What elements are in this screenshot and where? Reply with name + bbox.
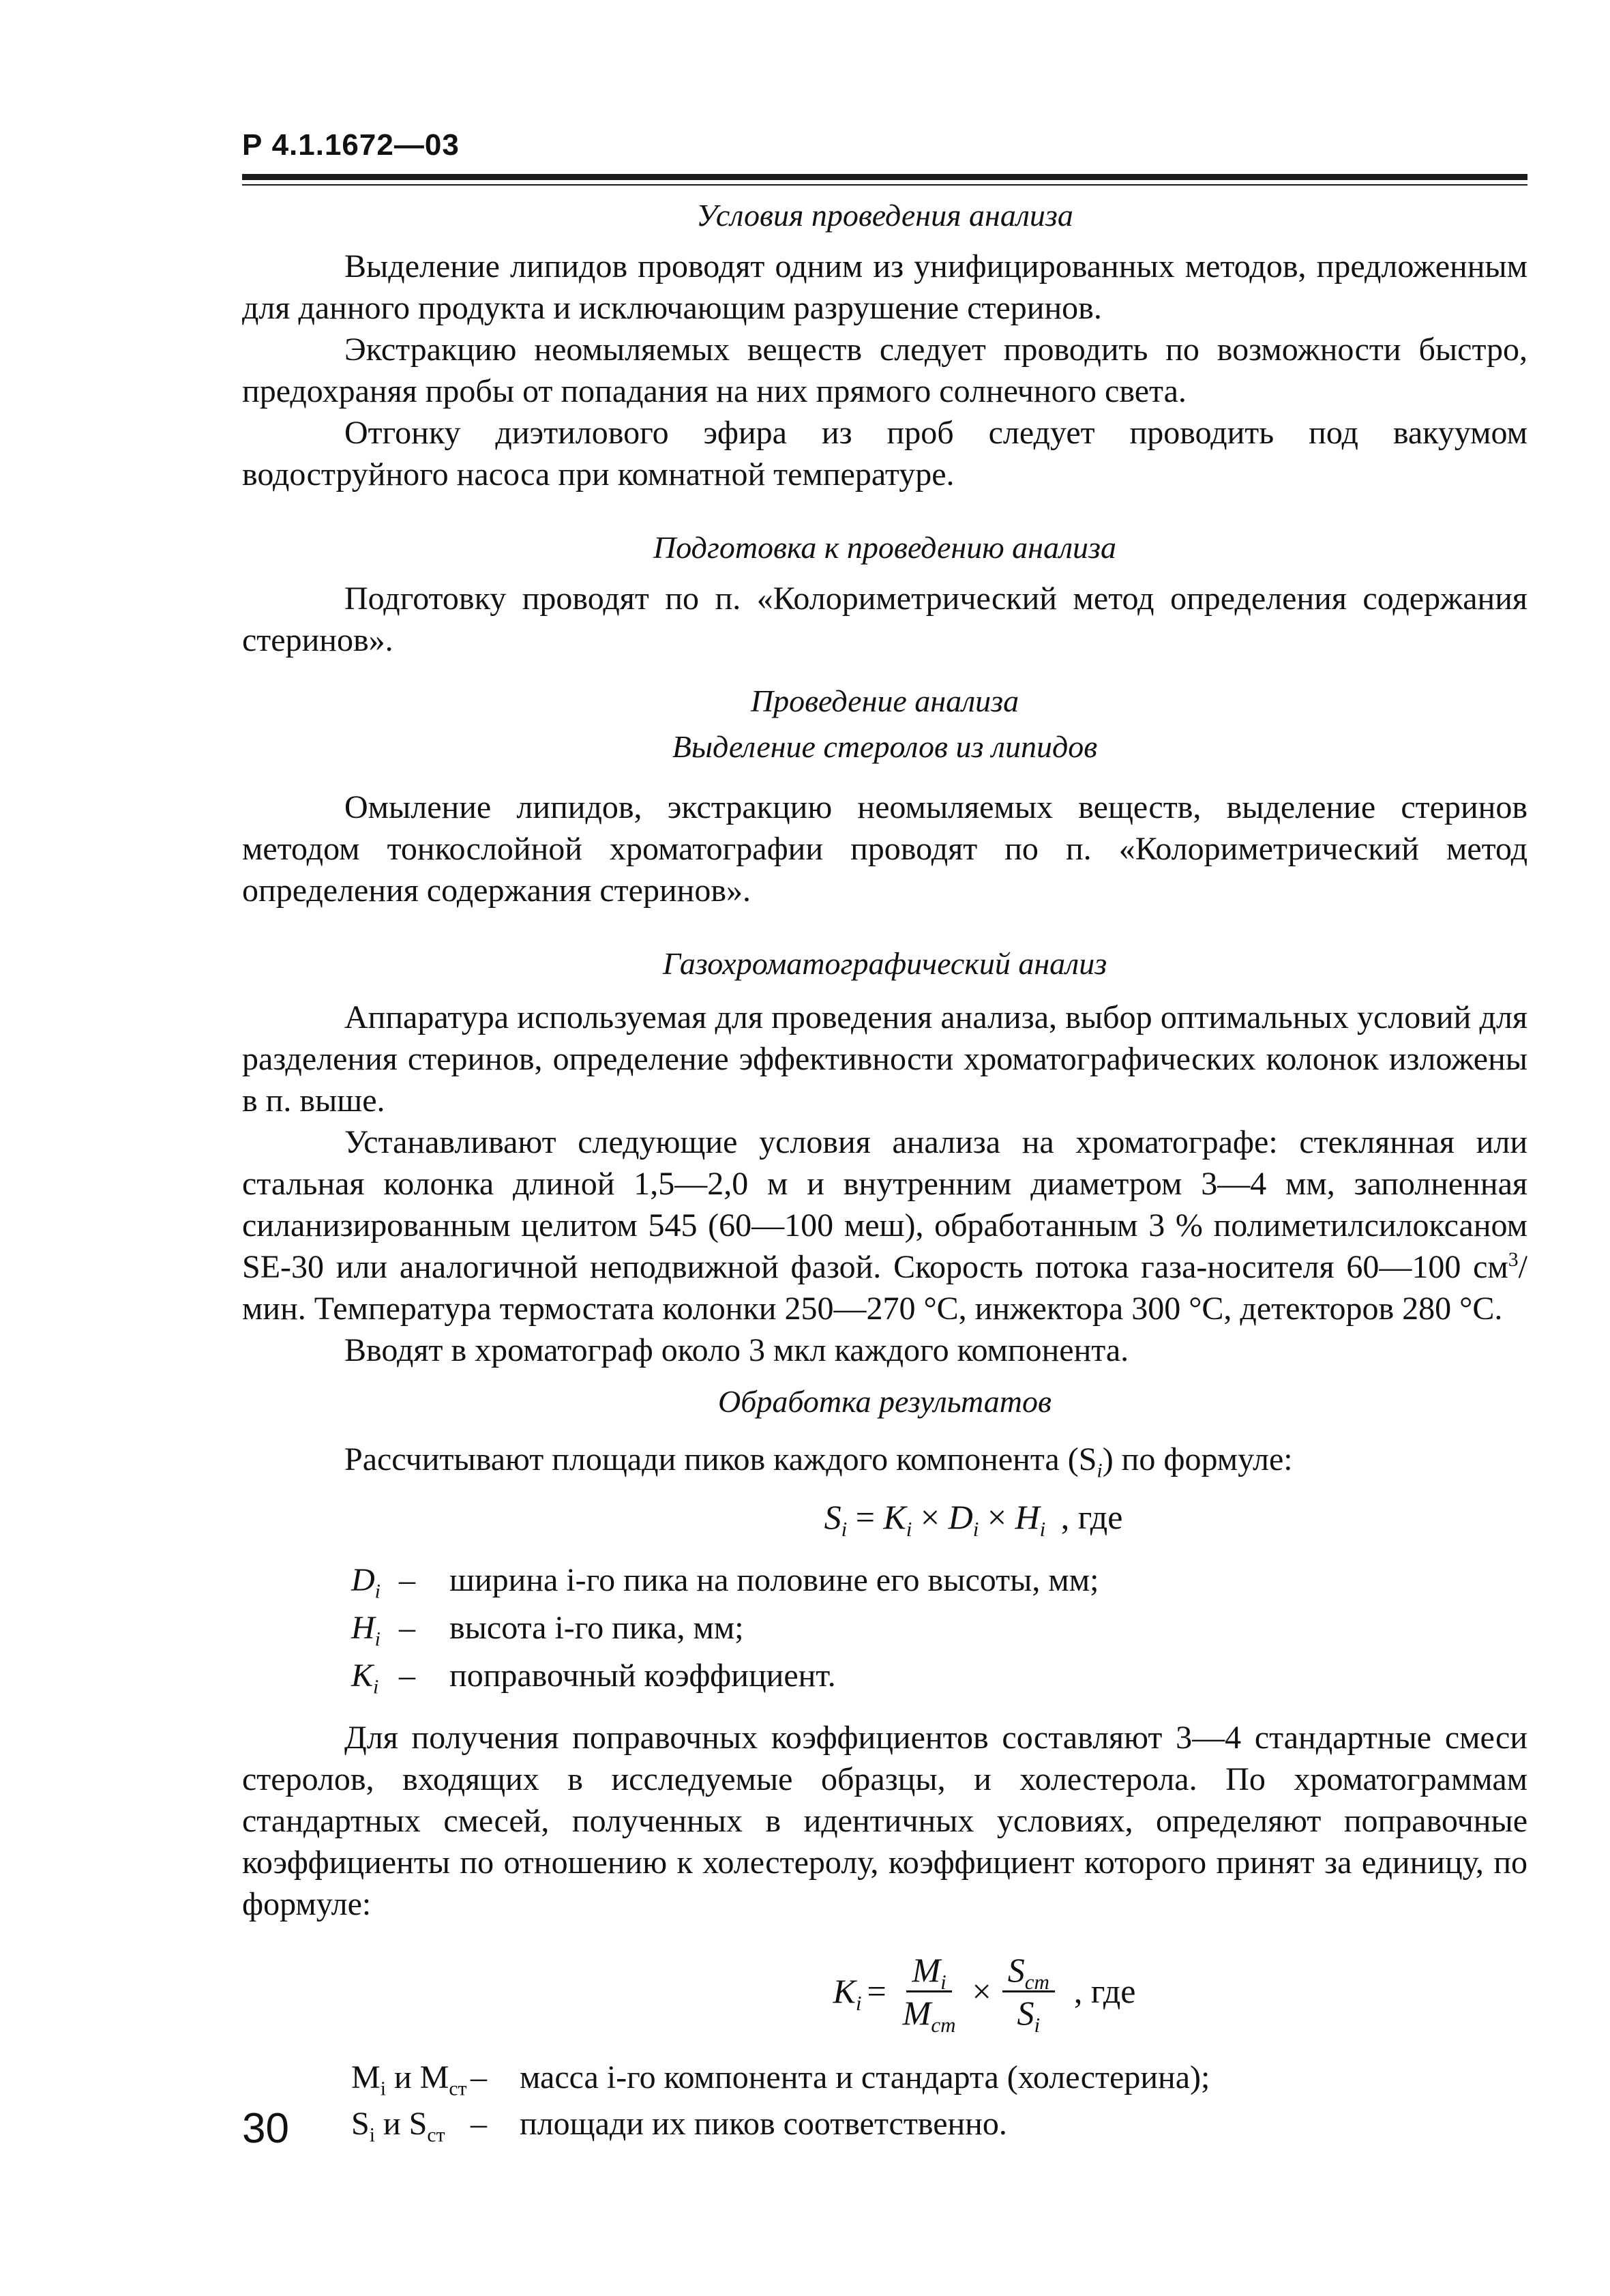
definition-text: высота i-го пика, мм; [449,1609,744,1646]
fraction-numerator [1002,1949,1055,1992]
definition-row [351,2054,1527,2100]
definition-text: поправочный коэффициент. [449,1657,836,1694]
formula-sub: i [1034,2013,1041,2037]
fraction-mass [897,1949,961,2037]
formula-where: , где [1073,1972,1136,2010]
formula-sub: cm [931,2013,956,2037]
paragraph: Экстракцию неомыляемых веществ следует проводить по возможности быстро, предохраняя пробы от попадания на них прямого солнечного света. [242,332,1527,409]
paragraph [242,1439,1527,1480]
formula-operator: × [972,1972,992,2010]
symbol-letter: S [351,2105,370,2142]
definition-symbol [351,2057,471,2098]
formula-symbol: M [912,1951,941,1989]
symbol-sub: ст [427,2123,445,2147]
formula-operator: = [867,1972,886,2010]
formula-symbol: K [833,1972,856,2010]
paragraph: Выделение липидов проводят одним из унифицированных методов, предложенным для данного продукта и исключающим разрушение стеринов. [242,248,1527,326]
section-title-results: Обработка результатов [718,1384,1052,1419]
definition-symbol [351,1607,399,1649]
formula-symbol: K [883,1498,906,1536]
formula-sub: i [940,1970,946,1994]
symbol-mid: и M [385,2059,449,2095]
formula-sub: i [855,1991,862,2015]
document-body [242,194,1527,2147]
formula-operator: × [987,1498,1007,1536]
fraction-area [1002,1949,1055,2037]
formula-symbol: D [948,1498,973,1536]
paragraph-text: /мин. Температура термостата колонки 250—270 °С, инжектора 300 °С, детекторов 280 °С. [242,1249,1527,1327]
paragraph: Омыление липидов, экстракцию неомыляемых веществ, выделение стеринов методом тонкослойной хроматографии проводят по п. «Колориметрический метод определения содержания стеринов». [242,789,1527,909]
symbol-sub: i [374,1628,381,1651]
formula-symbol: M [902,1994,931,2032]
fraction-denominator [1011,1992,1045,2037]
paragraph: Подготовку проводят по п. «Колориметрический метод определения содержания стеринов». [242,580,1527,658]
formula-sub: cm [1024,1970,1049,1994]
paragraph: Аппаратура используемая для проведения анализа, выбор оптимальных условий для разделения стеринов, определение эффективности хроматографических колонок изложены в п. выше. [242,999,1527,1119]
header-rule-thick [242,174,1527,180]
formula-operator: = [855,1498,875,1536]
symbol-sub: i [374,1580,381,1603]
formula-sub: i [906,1517,912,1541]
definition-list-1 [351,1556,1527,1699]
formula-where: , где [1060,1498,1123,1536]
section-title-preparation: Подготовка к проведению анализа [653,530,1116,565]
formula-correction-coefficient [242,1949,1527,2037]
paragraph: Вводят в хроматограф около 3 мкл каждого компонента. [344,1332,1129,1368]
fraction-denominator [897,1992,961,2037]
page-number: 30 [242,2105,289,2152]
formula-symbol: S [824,1498,841,1536]
definition-dash: – [399,1609,415,1646]
definition-symbol [351,1655,399,1696]
definition-row [351,2100,1527,2147]
symbol-letter: M [351,2059,381,2095]
superscript: 3 [1508,1248,1519,1271]
definition-symbol [351,2103,471,2145]
formula-symbol: S [1007,1951,1025,1989]
definition-text: площади их пиков соответственно. [520,2105,1007,2142]
paragraph: Для получения поправочных коэффициентов составляют 3—4 стандартные смеси стеролов, входящих в исследуемые образцы, и холестерола. По хроматограммам стандартных смесей, полученных в идентичных условиях, определяют поправочные коэффициенты по отношению к холестеролу, коэффициент которого принят за единицу, по формуле: [242,1720,1527,1922]
formula-sub: i [841,1517,848,1541]
paragraph-text: Устанавливают следующие условия анализа на хроматографе: стеклянная или стальная колонка длиной 1,5—2,0 м и внутренним диаметром 3—4 мм, заполненная силанизированным целитом 545 (60—100 меш), обработанным 3 % полиметилсилоксаном SE-30 или аналогичной неподвижной фазой. Скорость потока газа-носителя 60—100 см [242,1124,1527,1285]
definition-text: ширина i-го пика на половине его высоты, мм; [449,1561,1099,1598]
symbol-sub: i [380,2077,386,2100]
section-title-gc: Газохроматографический анализ [662,946,1107,981]
paragraph [242,1121,1527,1329]
formula-sub: i [1039,1517,1046,1541]
section-subtitle-sterol-isolation: Выделение стеролов из липидов [672,729,1098,764]
formula-sub: i [972,1517,979,1541]
paragraph-text: Рассчитывают площади пиков каждого компонента (S [344,1441,1097,1477]
symbol-letter: D [351,1561,375,1598]
definition-symbol [351,1559,399,1601]
definition-row [351,1651,1527,1699]
definition-dash: – [399,1561,415,1598]
symbol-sub: i [369,2123,375,2147]
definition-text: масса i-го компонента и стандарта (холестерина); [520,2059,1210,2095]
formula-symbol: H [1015,1498,1040,1536]
document-code: Р 4.1.1672—03 [242,128,460,162]
definition-dash: – [471,2059,487,2095]
definition-row [351,1556,1527,1604]
formula-operator: × [920,1498,940,1536]
definition-row [351,1604,1527,1651]
symbol-sub: i [373,1675,379,1698]
formula-symbol: S [1017,1994,1034,2032]
definition-dash: – [399,1657,415,1694]
symbol-letter: H [351,1609,375,1646]
paragraph: Отгонку диэтилового эфира из проб следует проводить под вакуумом водоструйного насоса при комнатной температуре. [242,415,1527,492]
formula-peak-area [242,1497,1527,1541]
fraction-numerator [906,1949,951,1992]
symbol-letter: K [351,1657,374,1694]
section-title-conditions: Условия проведения анализа [696,198,1073,233]
subscript: i [1097,1459,1103,1482]
formula-lhs [833,1971,862,2015]
header-rule-thin [242,184,1527,186]
definition-list-2 [351,2054,1527,2147]
symbol-sub: ст [449,2077,467,2100]
definition-dash: – [471,2105,487,2142]
section-title-analysis: Проведение анализа [750,683,1019,718]
paragraph-text: ) по формуле: [1102,1441,1293,1477]
symbol-mid: и S [374,2105,428,2142]
